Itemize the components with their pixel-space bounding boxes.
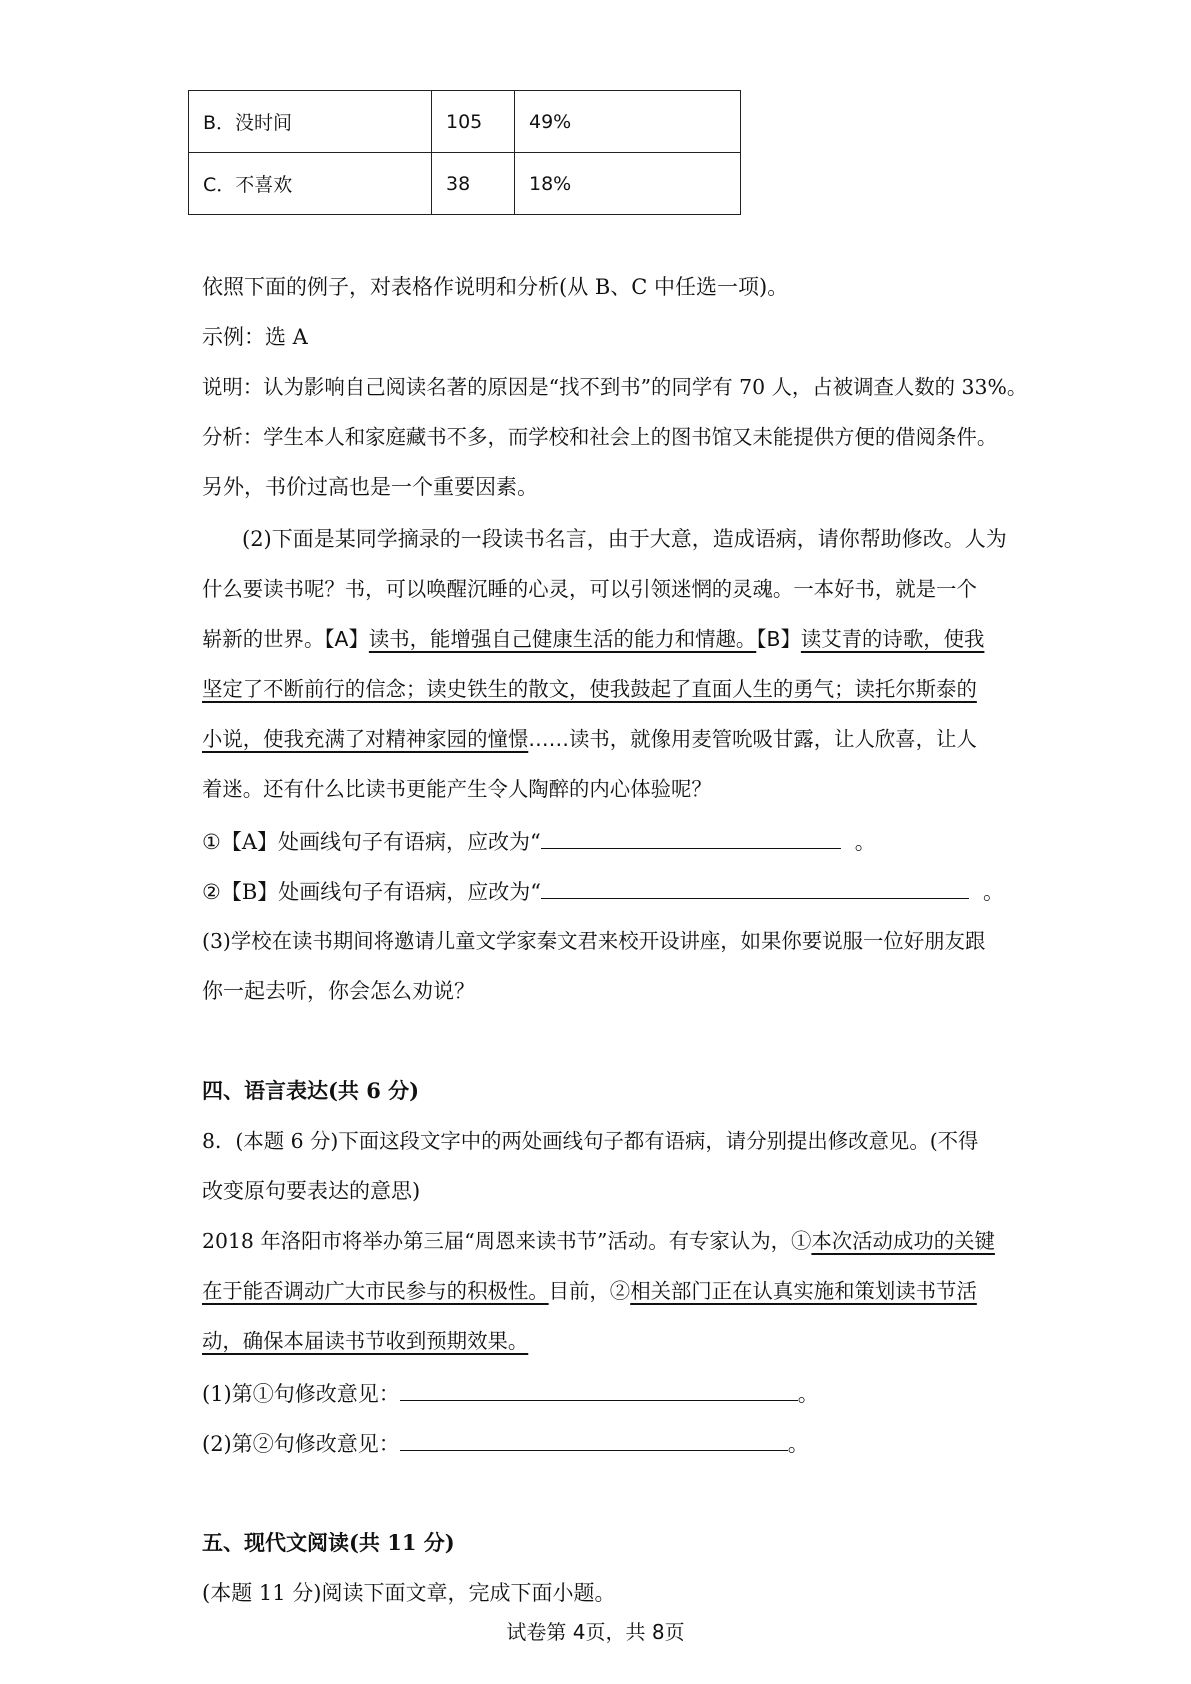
q8-text-line (202, 1326, 1002, 1356)
underlined-sentence-b: 读艾青的诗歌，使我 (800, 627, 985, 651)
percent-cell: 49% (515, 91, 741, 153)
underlined-sentence-2: 动，确保本届读书节收到预期效果。 (202, 1329, 529, 1353)
part2-intro: (2)下面是某同学摘录的一段读书名言，由于大意，造成语病，请你帮助修改。人为 (242, 527, 1007, 551)
survey-table (188, 90, 741, 215)
fill-a-prefix: ①【A】处画线句子有语病，应改为“ (202, 830, 541, 854)
q8-text-line (202, 1276, 1002, 1306)
passage-segment: 崭新的世界。【A】 (202, 627, 369, 651)
section5-intro: (本题 11 分)阅读下面文章，完成下面小题。 (202, 1581, 616, 1605)
page-footer: 试卷第 4页，共 8页 (506, 1620, 685, 1644)
answer-line-1 (202, 1378, 1002, 1409)
q7-instruction: 依照下面的例子，对表格作说明和分析(从 B、C 中任选一项)。 (202, 275, 789, 299)
part3-line: 你一起去听，你会怎么劝说？ (202, 979, 475, 1003)
answer-blank-b[interactable] (541, 876, 969, 899)
passage-line (202, 624, 1002, 654)
answer-blank-2[interactable] (400, 1428, 788, 1451)
passage-line (202, 674, 1002, 704)
example-explain: 说明：认为影响自己阅读名著的原因是“找不到书”的同学有 70 人，占被调查人数的 33%。 (202, 375, 1028, 399)
fill-a-suffix: 。 (854, 830, 876, 854)
underlined-sentence-b: 坚定了不断前行的信念；读史铁生的散文，使我鼓起了直面人生的勇气；读托尔斯泰的 (202, 677, 977, 701)
answer-1-prefix: (1)第①句修改意见： (202, 1382, 400, 1406)
passage-segment: ……读书，就像用麦管吮吸甘露，让人欣喜，让人 (528, 727, 977, 751)
answer-1-suffix: 。 (797, 1382, 819, 1406)
underlined-sentence-1: 本次活动成功的关键 (811, 1229, 995, 1253)
answer-blank-a[interactable] (541, 826, 841, 849)
table-row (189, 153, 741, 215)
q8-text-segment: 目前，② (548, 1279, 631, 1303)
passage-line: 着迷。还有什么比读书更能产生令人陶醉的内心体验呢？ (202, 777, 712, 801)
part3-line: (3)学校在读书期间将邀请儿童文学家秦文君来校开设讲座，如果你要说服一位好朋友跟 (202, 929, 986, 953)
answer-line-2 (202, 1428, 1002, 1459)
passage-segment: 【B】 (756, 627, 801, 651)
fill-b (202, 876, 1002, 907)
percent-cell: 18% (515, 153, 741, 215)
underlined-sentence-a: 读书，能增强自己健康生活的能力和情趣。 (368, 627, 757, 651)
fill-b-prefix: ②【B】处画线句子有语病，应改为“ (202, 880, 541, 904)
passage-line: 什么要读书呢？书，可以唤醒沉睡的心灵，可以引领迷惘的灵魂。一本好书，就是一个 (202, 577, 977, 601)
passage-line (202, 724, 1002, 754)
fill-a (202, 826, 1002, 857)
q8-text-segment: 2018 年洛阳市将举办第三届“周恩来读书节”活动。有专家认为，① (202, 1229, 812, 1253)
answer-2-prefix: (2)第②句修改意见： (202, 1432, 400, 1456)
underlined-sentence-2: 相关部门正在认真实施和策划读书节活 (630, 1279, 977, 1303)
q8-line: 改变原句要表达的意思) (202, 1179, 421, 1203)
underlined-sentence-1: 在于能否调动广大市民参与的积极性。 (202, 1279, 549, 1303)
count-cell: 105 (432, 91, 515, 153)
q8-line: 8．(本题 6 分)下面这段文字中的两处画线句子都有语病，请分别提出修改意见。(不得 (202, 1129, 979, 1153)
example-analysis-line2: 另外，书价过高也是一个重要因素。 (202, 475, 538, 499)
section4-heading: 四、语言表达(共 6 分) (202, 1078, 420, 1103)
section5-heading: 五、现代文阅读(共 11 分) (202, 1530, 455, 1555)
answer-2-suffix: 。 (787, 1432, 809, 1456)
q8-text-line (202, 1226, 1002, 1256)
fill-b-suffix: 。 (983, 880, 1004, 904)
answer-blank-1[interactable] (400, 1378, 798, 1401)
example-analysis-line1: 分析：学生本人和家庭藏书不多，而学校和社会上的图书馆又未能提供方便的借阅条件。 (202, 425, 998, 449)
example-label: 示例：选 A (202, 325, 308, 349)
count-cell: 38 (432, 153, 515, 215)
table-row (189, 91, 741, 153)
underlined-sentence-b: 小说，使我充满了对精神家园的憧憬 (202, 727, 529, 751)
reason-cell: B．没时间 (189, 91, 432, 153)
reason-cell: C．不喜欢 (189, 153, 432, 215)
